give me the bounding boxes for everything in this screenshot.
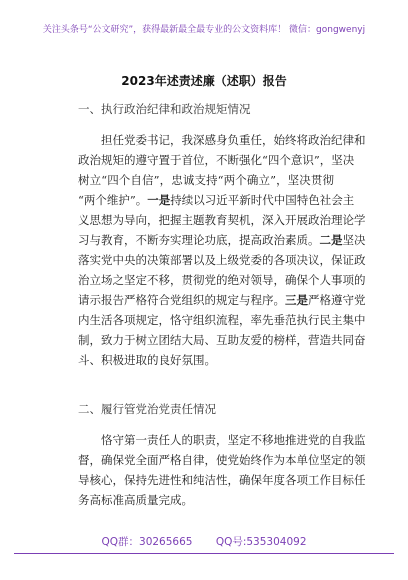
paragraph-line: 斗、积极进取的良好氛围。 — [78, 353, 216, 367]
emphasis-marker: 一是 — [147, 193, 171, 207]
document-title: 2023年述责述廉（述职）报告 — [121, 74, 287, 88]
paragraph-line: 制，致力于树立团结大局、互助友爱的榜样，营造共同奋 — [78, 333, 366, 347]
paragraph-line: 政治规矩的遵守置于首位，不断强化“四个意识”，坚决 — [78, 153, 355, 167]
paragraph-line — [78, 233, 366, 247]
paragraph-line: 落实党中央的决策部署以及上级党委的各项决议，保证政 — [78, 253, 366, 267]
paragraph-text: 持续以习近平新时代中国特色社会主 — [170, 193, 355, 207]
paragraph-line: 督，确保党全面严格自律，使党始终作为本单位坚定的领 — [78, 453, 366, 467]
paragraph-line: 树立“四个自信”，忠诚支持“两个确立”，坚决贯彻 — [78, 173, 334, 187]
footer-divider — [14, 553, 394, 554]
paragraph-line — [78, 293, 366, 307]
paragraph-text: 请示报告严格符合党组织的规定与程序。 — [78, 293, 285, 307]
paragraph-line: 恪守第一责任人的职责，坚定不移地推进党的自我监 — [101, 433, 366, 447]
footer-contact — [0, 534, 408, 549]
paragraph-line: 内生活各项规定，恪守组织流程，率先垂范执行民主集中 — [78, 313, 366, 327]
emphasis-marker: 二是 — [319, 233, 343, 247]
section-heading-1: 一、执行政治纪律和政治规矩情况 — [78, 102, 251, 116]
footer-qq-number: QQ号:535304092 — [215, 536, 307, 548]
paragraph-line: 担任党委书记，我深感身负重任，始终将政治纪律和 — [101, 133, 366, 147]
emphasis-marker: 三是 — [285, 293, 308, 307]
paragraph-line: 治立场之坚定不移，贯彻党的绝对领导，确保个人事项的 — [78, 273, 366, 287]
paragraph-text: 习与教育，不断夯实理论功底，提高政治素质。 — [78, 233, 320, 247]
paragraph-text: 坚决 — [342, 233, 366, 247]
section-heading-2: 二、履行管党治党责任情况 — [78, 402, 216, 416]
paragraph-line: 务高标准高质量完成。 — [78, 493, 193, 507]
footer-qq-group: QQ群：30265665 — [101, 536, 193, 548]
paragraph-line: 导核心，保持先进性和纯洁性，确保年度各项工作目标任 — [78, 473, 366, 487]
paragraph-text: 严格遵守党 — [308, 293, 366, 307]
paragraph-line: 义思想为导向，把握主题教育契机，深入开展政治理论学 — [78, 213, 366, 227]
header-banner: 关注头条号“公文研究”，获得最新最全最专业的公文资料库！ 微信：gongwenyj — [42, 25, 366, 35]
paragraph-text: “两个维护”。 — [78, 193, 148, 207]
paragraph-line — [78, 193, 355, 207]
